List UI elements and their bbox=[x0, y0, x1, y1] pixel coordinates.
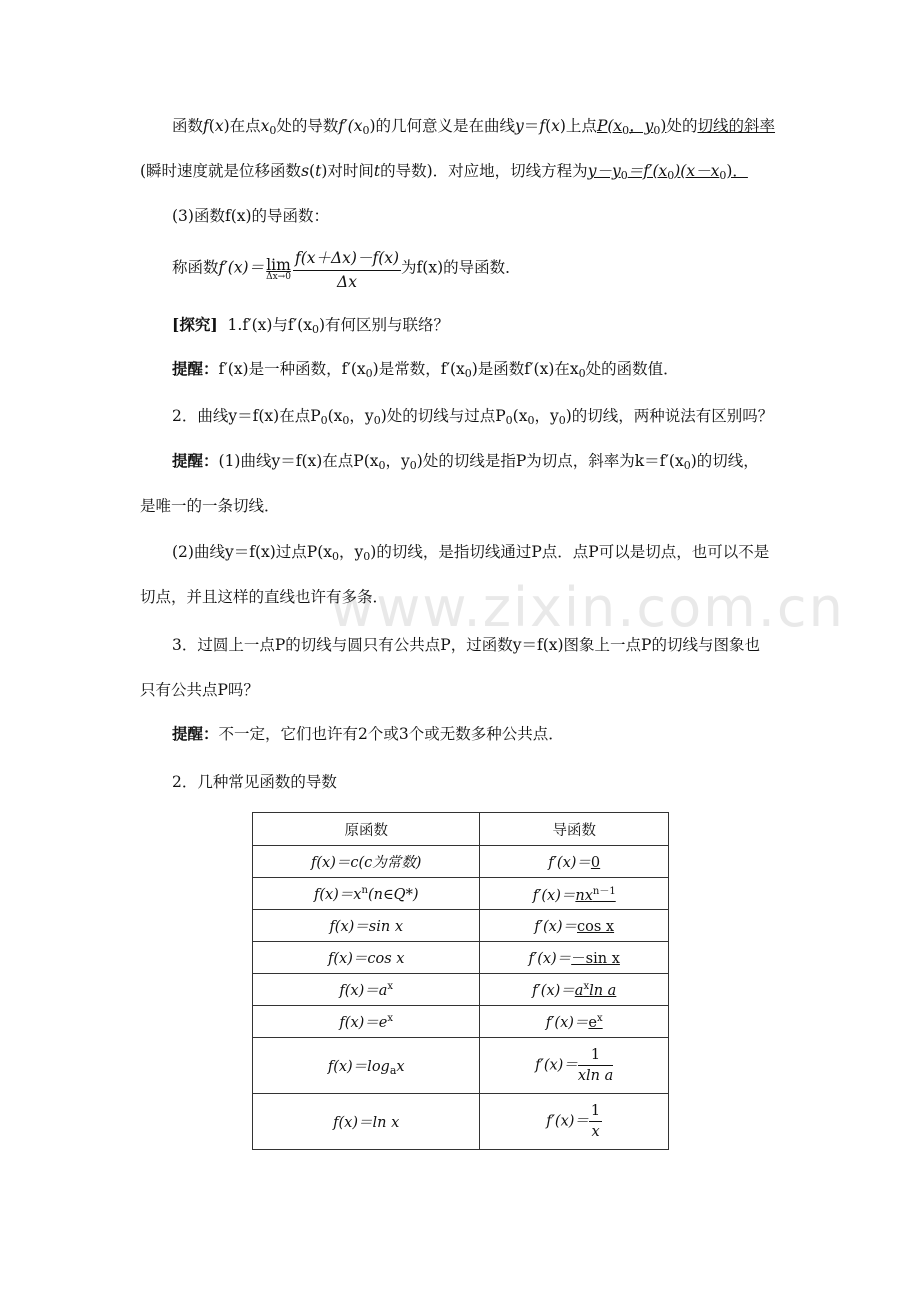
table-row bbox=[253, 974, 669, 1006]
cell-original: $f(x)=\log_ax$ bbox=[253, 1038, 480, 1094]
cell-derivative: f′(x)＝ $\frac{1}{x}$ bbox=[480, 1094, 669, 1150]
cell-original: f(x)＝cos x bbox=[253, 942, 480, 974]
paragraph-question-3-line1: 3．过圆上一点P的切线与圆只有公共点P，过函数y＝f(x)图象上一点P的切线与图象也 bbox=[172, 636, 760, 654]
table-row bbox=[253, 1038, 669, 1094]
header-derivative-function: 导函数 bbox=[480, 813, 669, 846]
cell-derivative: $f'(x)=a^x\ln$ a bbox=[480, 974, 669, 1006]
paragraph-derivative-definition: 称函数f′(x)＝ lim Δx→0 $\frac{f(x+\Delta x)-f(x)}{\Delta x}$ 为f(x)的导函数． bbox=[172, 246, 521, 291]
cell-original: $f(x)=a^x$ bbox=[253, 974, 480, 1006]
table-row bbox=[253, 1094, 669, 1150]
cell-original: f(x)＝sin x bbox=[253, 910, 480, 942]
table-row bbox=[253, 910, 669, 942]
cell-original: $f(x)=e^x$ bbox=[253, 1006, 480, 1038]
watermark: www.zixin.com.cn bbox=[330, 576, 845, 639]
paragraph-hint-4: 提醒：不一定，它们也许有2个或3个或无数多种公共点． bbox=[172, 724, 564, 743]
cell-original: f(x)＝ln x bbox=[253, 1094, 480, 1150]
paragraph-hint-1: 提醒：f′(x)是一种函数，$f'(x_0)$是常数，$f'(x_0)$是函数f′(x)在$x_0$处的函数值． bbox=[172, 359, 679, 380]
cell-derivative: f′(x)＝0 bbox=[480, 846, 669, 878]
paragraph-question-2: 2．曲线y＝f(x)在点$P_0(x_0$，$y_0$)处的切线与过点$P_0(x_0$，$y_0$)的切线，两种说法有区别吗？ bbox=[172, 407, 774, 427]
paragraph-tangent-equation: (瞬时速度就是位移函数s(t)对时间t的导数)．对应地，切线方程为$y-y_0=f'(x_0)(x-x_0)$． bbox=[140, 162, 748, 182]
paragraph-geometric-meaning: 函数f(x)在点$x_0$处的导数$f'(x_0)$的几何意义是在曲线y＝f(x)上点$P(x_0$，$y_0$)处的切线的斜率 bbox=[172, 117, 776, 137]
section-heading-common-derivatives: 2．几种常见函数的导数 bbox=[172, 773, 337, 791]
paragraph-hint-3-line2: 切点，并且这样的直线也许有多条． bbox=[140, 588, 389, 606]
cell-original: f(x)＝c(c为常数) bbox=[253, 846, 480, 878]
paragraph-hint-3-line1: (2)曲线y＝f(x)过点$P(x_0$，$y_0$)的切线，是指切线通过P点．点P可以是切点，也可以不是 bbox=[172, 543, 770, 563]
cell-derivative: $f'(x)=e^x$ bbox=[480, 1006, 669, 1038]
paragraph-question-3-line2: 只有公共点P吗？ bbox=[140, 681, 259, 699]
cell-derivative: f′(x)＝cos x bbox=[480, 910, 669, 942]
paragraph-hint-2-line2: 是唯一的一条切线． bbox=[140, 497, 280, 515]
table-row bbox=[253, 1006, 669, 1038]
cell-derivative: $f'(x)=nx^{n-1}$ bbox=[480, 878, 669, 910]
table-row bbox=[253, 942, 669, 974]
header-original-function: 原函数 bbox=[253, 813, 480, 846]
paragraph-explore-1: [探究] 1.f′(x)与$f'(x_0)$有何区别与联络？ bbox=[172, 315, 450, 336]
cell-derivative: f′(x)＝－sin x bbox=[480, 942, 669, 974]
paragraph-derivative-function-heading: (3)函数f(x)的导函数： bbox=[172, 207, 330, 225]
table-row bbox=[253, 846, 669, 878]
derivative-table bbox=[252, 812, 669, 1150]
cell-derivative: f′(x)＝ $\frac{1}{\text{xln a}}$ bbox=[480, 1038, 669, 1094]
table-row bbox=[253, 878, 669, 910]
paragraph-hint-2-line1: 提醒：(1)曲线y＝f(x)在点$P(x_0$，$y_0$)处的切线是指P为切点，斜率为$k=f'(x_0)$的切线， bbox=[172, 451, 759, 472]
cell-original: $f(x)=x^n(n\in Q*)$ bbox=[253, 878, 480, 910]
